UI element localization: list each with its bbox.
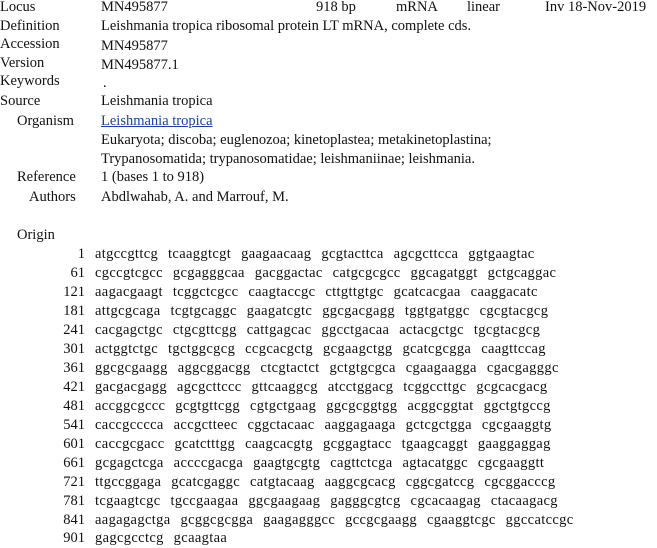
keywords-label: Keywords: [0, 73, 60, 89]
sequence-line-bases: atgccgttcg tcaaggtcgt gaagaacaag gcgtacttca agcgcttcca ggtgaagtac: [95, 246, 535, 262]
sequence-line-number: 721: [63, 474, 85, 490]
origin-label: Origin: [17, 227, 55, 243]
sequence-line-bases: ggcgcgaagg aggcggacgg ctcgtactct gctgtgcgca cgaagaagga cgacgagggc: [95, 360, 559, 376]
sequence-line-number: 781: [63, 493, 85, 509]
locus-date: Inv 18-Nov-2019: [545, 0, 647, 15]
sequence-line-bases: gacgacgagg agcgcttccc gttcaaggcg atcctggacg tcggccttgc gcgcacgacg: [95, 379, 548, 395]
locus-length: 918 bp: [316, 0, 356, 15]
sequence-line-bases: gagcgcctcg gcaagtaa: [95, 530, 228, 546]
version-label: Version: [0, 55, 45, 71]
locus-molecule-type: mRNA: [396, 0, 438, 15]
sequence-line-number: 61: [70, 265, 85, 281]
definition-label: Definition: [0, 18, 60, 34]
sequence-line-bases: gcgagctcga accccgacga gaagtgcgtg cagttctcga agtacatggc cgcgaaggtt: [95, 455, 545, 471]
sequence-line-bases: accggcgccc gcgtgttcgg cgtgctgaag ggcgcggtgg acggcggtat ggctgtgccg: [95, 398, 551, 414]
reference-value: 1 (bases 1 to 918): [101, 169, 205, 185]
sequence-line-number: 841: [63, 512, 85, 528]
sequence-line-bases: cacgagctgc ctgcgttcgg cattgagcac ggcctgacaa actacgctgc tgcgtacgcg: [95, 322, 541, 338]
definition-value: Leishmania tropica ribosomal protein LT mRNA, complete cds.: [101, 18, 472, 34]
sequence-line-number: 541: [63, 417, 85, 433]
locus-topology: linear: [467, 0, 501, 15]
sequence-line-bases: ttgccggaga gcatcgaggc catgtacaag aaggcgcacg cggcgatccg cgcggacccg: [95, 474, 556, 490]
sequence-line-number: 241: [63, 322, 85, 338]
sequence-line-bases: tcgaagtcgc tgccgaagaa ggcgaagaag gagggcgtcg cgcacaagag ctacaagacg: [95, 493, 558, 509]
sequence-line-number: 901: [63, 530, 85, 546]
version-value: MN495877.1: [101, 57, 179, 73]
keywords-value: .: [103, 75, 107, 91]
sequence-line-number: 661: [63, 455, 85, 471]
locus-label: Locus: [0, 0, 36, 15]
source-label: Source: [0, 93, 41, 109]
sequence-line-bases: attgcgcaga tcgtgcaggc gaagatcgtc ggcgacgagg tggtgatggc cgcgtacgcg: [95, 303, 549, 319]
sequence-line-number: 301: [63, 341, 85, 357]
sequence-line-number: 121: [63, 284, 85, 300]
sequence-line-bases: caccgcccca accgctteec cggctacaac aaggagaaga gctcgctgga cgcgaaggtg: [95, 417, 552, 433]
sequence-line-bases: actggtctgc tgctggcgcg ccgcacgctg gcgaagctgg gcatcgcgga caagttccag: [95, 341, 546, 357]
sequence-line-bases: caccgcgacc gcatctttgg caagcacgtg gcggagtacc tgaagcaggt gaaggaggag: [95, 436, 551, 452]
sequence-line-bases: aagacgaagt tcggctcgcc caagtaccgc cttgttgtgc gcatcacgaa caaggacatc: [95, 284, 538, 300]
organism-lineage-1: Eukaryota; discoba; euglenozoa; kinetoplastea; metakinetoplastina;: [101, 132, 492, 148]
organism-label: Organism: [17, 113, 74, 129]
organism-link[interactable]: Leishmania tropica: [101, 113, 213, 129]
accession-value: MN495877: [101, 38, 168, 54]
sequence-line-number: 421: [63, 379, 85, 395]
source-value: Leishmania tropica: [101, 93, 213, 109]
sequence-line-number: 1: [77, 246, 85, 262]
authors-value: Abdlwahab, A. and Marrouf, M.: [101, 189, 289, 205]
locus-name: MN495877: [101, 0, 168, 15]
organism-lineage-2: Trypanosomatida; trypanosomatidae; leishmaniinae; leishmania.: [101, 151, 475, 167]
sequence-line-number: 181: [63, 303, 85, 319]
sequence-line-number: 481: [63, 398, 85, 414]
sequence-line-number: 601: [63, 436, 85, 452]
sequence-line-bases: cgccgtcgcc gcgagggcaa gacggactac catgcgcgcc ggcagatggt gctgcaggac: [95, 265, 557, 281]
reference-label: Reference: [17, 169, 76, 185]
accession-label: Accession: [0, 36, 60, 52]
sequence-line-bases: aagagagctga gcggcgcgga gaagagggcc gccgcgaagg cgaaggtcgc ggccatccgc: [95, 512, 574, 528]
authors-label: Authors: [29, 189, 76, 205]
sequence-line-number: 361: [63, 360, 85, 376]
